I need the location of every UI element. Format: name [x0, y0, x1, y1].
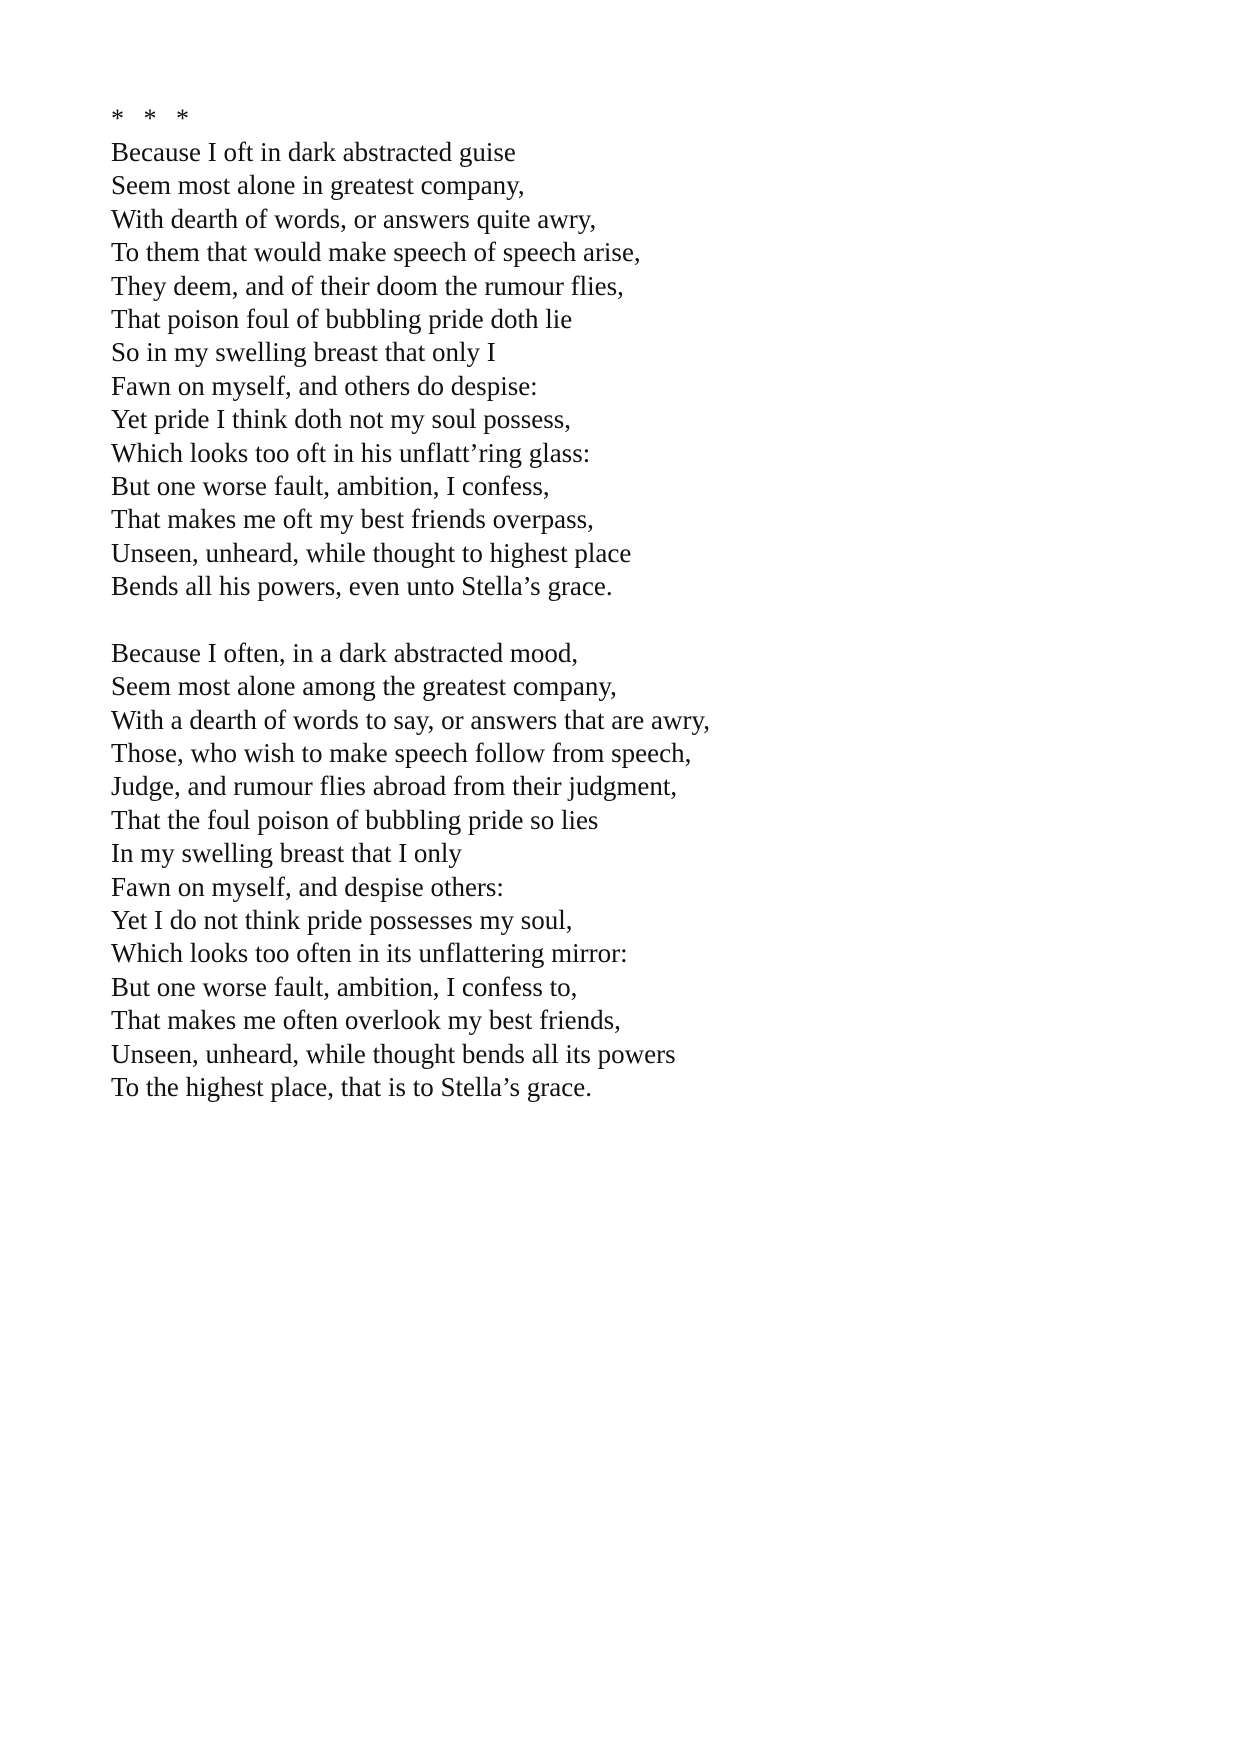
paraphrase-line: Those, who wish to make speech follow from speech, — [111, 737, 692, 768]
poem-line: That poison foul of bubbling pride doth lie — [111, 304, 573, 335]
modern-paraphrase-stanza — [111, 637, 1131, 1105]
poem-line: To them that would make speech of speech arise, — [111, 237, 641, 268]
paraphrase-line: That the foul poison of bubbling pride so lies — [111, 804, 599, 835]
poem-line: That makes me oft my best friends overpass, — [111, 504, 594, 535]
paraphrase-line: Fawn on myself, and despise others: — [111, 871, 504, 902]
paraphrase-line: Seem most alone among the greatest company, — [111, 671, 617, 702]
paraphrase-line: With a dearth of words to say, or answers that are awry, — [111, 704, 710, 735]
stanza-gap — [111, 604, 1131, 637]
poem-line: Fawn on myself, and others do despise: — [111, 370, 538, 401]
paraphrase-line: To the highest place, that is to Stella’s grace. — [111, 1071, 592, 1102]
original-poem-stanza — [111, 136, 1131, 604]
poem-line: Unseen, unheard, while thought to highest place — [111, 537, 632, 568]
poem-line: Seem most alone in greatest company, — [111, 170, 525, 201]
poem-line: With dearth of words, or answers quite awry, — [111, 203, 597, 234]
paraphrase-line: In my swelling breast that I only — [111, 838, 462, 869]
poem-content — [111, 104, 1131, 1104]
poem-line: Yet pride I think doth not my soul possess, — [111, 404, 572, 435]
paraphrase-line: Yet I do not think pride possesses my soul, — [111, 904, 573, 935]
poem-line: But one worse fault, ambition, I confess, — [111, 471, 550, 502]
paraphrase-line: Judge, and rumour flies abroad from their judgment, — [111, 771, 678, 802]
poem-line: Bends all his powers, even unto Stella’s grace. — [111, 571, 613, 602]
poem-line: Which looks too oft in his unflatt’ring glass: — [111, 437, 591, 468]
poem-line: So in my swelling breast that only I — [111, 337, 496, 368]
paraphrase-line: Because I often, in a dark abstracted mood, — [111, 637, 579, 668]
paraphrase-line: That makes me often overlook my best friends, — [111, 1005, 621, 1036]
section-separator: * * * — [111, 104, 189, 133]
paraphrase-line: But one worse fault, ambition, I confess to, — [111, 971, 578, 1002]
poem-line: They deem, and of their doom the rumour flies, — [111, 270, 624, 301]
paraphrase-line: Which looks too often in its unflattering mirror: — [111, 938, 628, 969]
paraphrase-line: Unseen, unheard, while thought bends all its powers — [111, 1038, 676, 1069]
poem-line: Because I oft in dark abstracted guise — [111, 137, 516, 167]
